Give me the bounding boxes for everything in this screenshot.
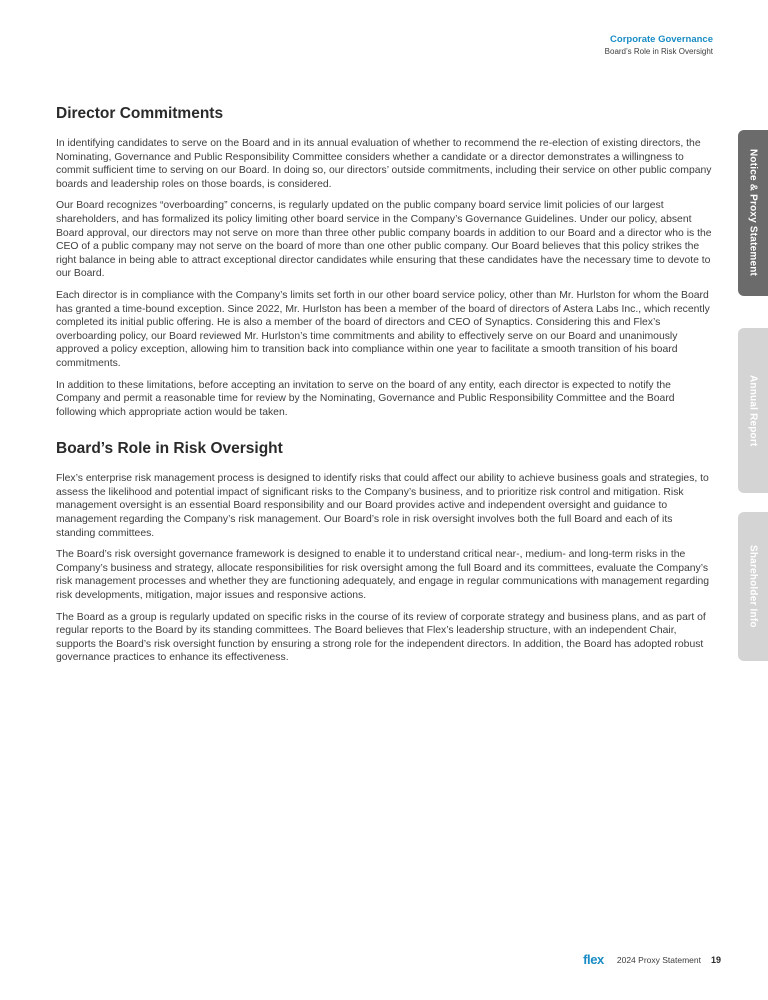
- paragraph: The Board as a group is regularly updated on specific risks in the course of its review of corporate strategy and business plans, and as part of regular reports to the Board by its standing committees. The Board believes that Flex’s leadership structure, with an independent Chair, supports the Board’s risk oversight function by ensuring a strong role for the independent directors. In addition, the Board has adopted robust governance practices to enhance its effectiveness.: [56, 611, 706, 664]
- paragraph: Each director is in compliance with the Company’s limits set forth in our other board service policy, other than Mr. Hurlston for whom the Board has granted a time-bound exception. Since 2022, Mr. Hurlston has been a member of the board of directors of Astera Labs Inc., which recently completed its initial public offering. He is also a member of the board of directors and CEO of Synaptics. Considering this and Flex’s overboarding policy, our Board reviewed Mr. Hurlston’s time commitments and ability to effectively serve on our Board and unanimously approved a policy exception, allowing him to transition back into compliance within one year to facilitate a smooth transition of his board commitments.: [56, 289, 710, 369]
- header-section-title: Corporate Governance: [610, 34, 713, 45]
- paragraph: Flex’s enterprise risk management process is designed to identify risks that could affect our ability to achieve business goals and strategies, to assess the likelihood and potential impact of significant risks to the Company’s business, and to prioritize risk control and mitigation. Risk management oversight is an essential Board responsibility and our Board provides active and independent oversight and guidance to management regarding the Company’s risk management. Our Board’s role in risk oversight involves both the full Board and each of its standing committees.: [56, 473, 709, 539]
- paragraph: In identifying candidates to serve on the Board and in its annual evaluation of whether to recommend the re-election of existing directors, the Nominating, Governance and Public Responsibility Committee considers whether a candidate or a director demonstrates a willingness to commit sufficient time to serving on our Board. In doing so, our directors’ outside commitments, including their service on other public company boards and leadership roles on those boards, is considered.: [56, 138, 712, 190]
- side-tab-nav: [738, 0, 768, 1000]
- running-header: [605, 33, 713, 57]
- tab-annual-report[interactable]: [738, 328, 768, 493]
- paragraph: Our Board recognizes “overboarding” concerns, is regularly updated on the public company board service limit policies of our largest shareholders, and has formalized its policy limiting other board service in the Company’s Governance Guidelines. Under our policy, absent Board approval, our directors may not serve on more than three other public company boards in addition to our Board and a director who is the CEO of a public company may not serve on the board of more than one other public company. Our Board believes that this policy strikes the right balance in being able to attract exceptional director candidates while ensuring that these candidates have the necessary time to devote to our Board.: [56, 200, 712, 280]
- paragraph: In addition to these limitations, before accepting an invitation to serve on the board of any entity, each director is expected to notify the Company and permit a reasonable time for review by the Nominating, Governance and Public Responsibility Committee and the Board following which appropriate action would be taken.: [56, 379, 675, 418]
- page-footer: [583, 952, 721, 967]
- tab-notice-proxy-statement[interactable]: [738, 130, 768, 296]
- section-heading-risk-oversight: Board’s Role in Risk Oversight: [56, 440, 283, 458]
- flex-logo: flex: [583, 952, 604, 967]
- tab-label: Notice & Proxy Statement: [747, 149, 759, 277]
- page-number: 19: [710, 954, 721, 965]
- main-content: [56, 104, 714, 673]
- paragraph: The Board’s risk oversight governance framework is designed to enable it to understand critical near-, medium- and long-term risks in the Company’s business and strategy, allocate responsibilities for risk oversight among the full Board and its committees, evaluate the Company’s risk management processes and whether they are functioning adequately, and engage in regular communications with management regarding risk developments, mitigation, major issues and responsive actions.: [56, 549, 710, 602]
- tab-label: Annual Report: [747, 374, 759, 447]
- footer-document-title: 2024 Proxy Statement: [616, 954, 701, 965]
- section-heading-director-commitments: Director Commitments: [56, 105, 224, 122]
- tab-label: Shareholder Info: [747, 545, 759, 628]
- tab-shareholder-info[interactable]: [738, 512, 768, 661]
- header-subsection-title: Board’s Role in Risk Oversight: [604, 47, 713, 56]
